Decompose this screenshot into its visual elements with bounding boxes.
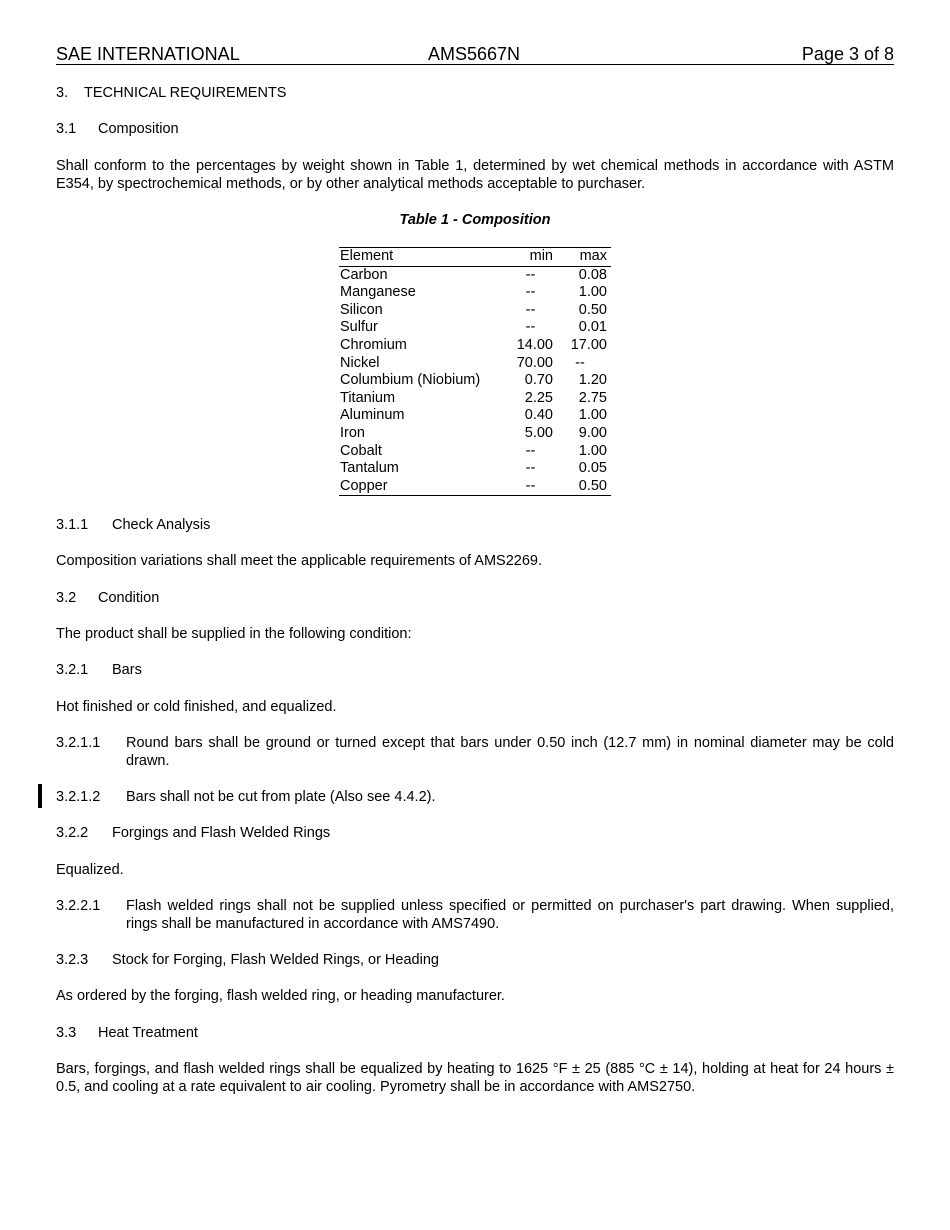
section-number: 3.2.1 xyxy=(56,662,89,678)
section-3-2-2-1 xyxy=(56,897,894,933)
header-document-number: AMS5667N xyxy=(428,44,521,64)
composition-table xyxy=(339,247,611,496)
section-text: Bars shall not be cut from plate (Also see 4.4.2). xyxy=(126,789,436,805)
table-row xyxy=(339,284,611,302)
section-3-2-text: The product shall be supplied in the following condition: xyxy=(56,626,412,642)
header-page-number: Page 3 of 8 xyxy=(801,44,894,64)
section-text: Flash welded rings shall not be supplied unless specified or permitted on purchaser's part drawing. When supplied, rings shall be manufactured in accordance with AMS7490. xyxy=(126,898,894,932)
section-title: Bars xyxy=(112,662,142,678)
section-title: Composition xyxy=(98,121,179,137)
cell-element: Nickel xyxy=(340,354,380,371)
cell-max: 17.00 xyxy=(570,336,607,353)
section-title: Condition xyxy=(98,590,160,606)
cell-element: Cobalt xyxy=(340,442,382,459)
table-row xyxy=(339,443,611,461)
section-3-2-heading xyxy=(56,589,159,607)
table-row xyxy=(339,267,611,285)
header-min: min xyxy=(529,248,553,264)
table-body xyxy=(339,267,611,496)
cell-element: Copper xyxy=(340,477,388,494)
section-number: 3.3 xyxy=(56,1025,77,1041)
cell-max: 0.50 xyxy=(578,477,607,494)
section-number: 3.1 xyxy=(56,121,77,137)
section-number: 3.2.1.1 xyxy=(56,735,101,751)
table-row xyxy=(339,425,611,443)
header-max: max xyxy=(579,248,607,264)
header-element: Element xyxy=(340,248,394,264)
cell-min: -- xyxy=(525,284,536,301)
cell-element: Chromium xyxy=(340,336,407,353)
section-3-2-1-text: Hot finished or cold finished, and equalized. xyxy=(56,699,337,715)
revision-change-bar xyxy=(38,784,42,808)
section-number: 3.2.2 xyxy=(56,825,89,841)
cell-element: Sulfur xyxy=(340,319,378,336)
section-title: Heat Treatment xyxy=(98,1025,198,1041)
cell-min: -- xyxy=(525,266,536,283)
cell-min: 70.00 xyxy=(516,354,553,371)
cell-max: 1.20 xyxy=(578,372,607,389)
cell-max: 1.00 xyxy=(578,442,607,459)
section-3-1-1-heading xyxy=(56,516,210,534)
cell-element: Silicon xyxy=(340,301,383,318)
cell-element: Aluminum xyxy=(340,407,405,424)
section-3-2-3-heading xyxy=(56,951,439,969)
section-3-2-1-2 xyxy=(56,788,894,806)
section-title: Forgings and Flash Welded Rings xyxy=(112,825,331,841)
section-3-2-2-text: Equalized. xyxy=(56,862,124,878)
cell-min: -- xyxy=(525,301,536,318)
section-title: Stock for Forging, Flash Welded Rings, or Heading xyxy=(112,952,439,968)
page-header xyxy=(56,44,894,65)
cell-max: 0.05 xyxy=(578,460,607,477)
section-3-heading xyxy=(56,84,286,102)
section-number: 3.2.2.1 xyxy=(56,898,101,914)
cell-min: -- xyxy=(525,460,536,477)
section-number: 3. xyxy=(56,85,69,101)
section-number: 3.2.3 xyxy=(56,952,89,968)
section-3-2-1-heading xyxy=(56,661,142,679)
table-row xyxy=(339,478,611,496)
cell-element: Titanium xyxy=(340,389,396,406)
cell-min: -- xyxy=(525,319,536,336)
section-text: Round bars shall be ground or turned except that bars under 0.50 inch (12.7 mm) in nominal diameter may be cold drawn. xyxy=(126,735,894,769)
table-row xyxy=(339,337,611,355)
cell-max: 2.75 xyxy=(578,389,607,406)
section-number: 3.1.1 xyxy=(56,517,89,533)
section-3-1-text: Shall conform to the percentages by weight shown in Table 1, determined by wet chemical methods in accordance with ASTM E354, by spectrochemical methods, or by other analytical methods acceptable to purchaser. xyxy=(56,158,894,192)
cell-max: 0.08 xyxy=(578,266,607,283)
section-number: 3.2.1.2 xyxy=(56,789,101,805)
section-3-3-heading xyxy=(56,1024,198,1042)
cell-min: 0.70 xyxy=(524,372,553,389)
section-3-2-2-heading xyxy=(56,824,330,842)
cell-max: 0.50 xyxy=(578,301,607,318)
table-row xyxy=(339,302,611,320)
table-row xyxy=(339,460,611,478)
section-title: Check Analysis xyxy=(112,517,211,533)
section-title: TECHNICAL REQUIREMENTS xyxy=(84,85,287,101)
table-row xyxy=(339,355,611,373)
section-3-1-1-text: Composition variations shall meet the applicable requirements of AMS2269. xyxy=(56,553,543,569)
cell-min: 5.00 xyxy=(524,424,553,441)
table-header-row xyxy=(339,248,611,267)
table-row xyxy=(339,407,611,425)
cell-max: 1.00 xyxy=(578,284,607,301)
cell-min: 0.40 xyxy=(524,407,553,424)
cell-min: 14.00 xyxy=(516,336,553,353)
cell-element: Columbium (Niobium) xyxy=(340,372,481,389)
section-3-1-heading xyxy=(56,120,179,138)
cell-element: Manganese xyxy=(340,284,416,301)
header-organization: SAE INTERNATIONAL xyxy=(56,44,240,64)
section-3-3-text: Bars, forgings, and flash welded rings shall be equalized by heating to 1625 °F ± 25 (885 °C ± 14), holding at heat for 24 hours ± 0.5, and cooling at a rate equivalent to air cooling. Pyrometry shall be in accordance with AMS2750. xyxy=(56,1061,894,1095)
cell-max: 1.00 xyxy=(578,407,607,424)
document-page xyxy=(56,0,894,1230)
table-1-title: Table 1 - Composition xyxy=(399,212,551,228)
cell-min: 2.25 xyxy=(524,389,553,406)
cell-element: Iron xyxy=(340,424,365,441)
cell-element: Tantalum xyxy=(340,460,399,477)
cell-max: 0.01 xyxy=(578,319,607,336)
cell-max: 9.00 xyxy=(578,424,607,441)
table-row xyxy=(339,319,611,337)
section-number: 3.2 xyxy=(56,590,77,606)
section-3-2-3-text: As ordered by the forging, flash welded ring, or heading manufacturer. xyxy=(56,988,505,1004)
cell-max: -- xyxy=(575,354,585,371)
cell-min: -- xyxy=(525,442,536,459)
table-row xyxy=(339,390,611,408)
cell-min: -- xyxy=(525,477,536,494)
table-row xyxy=(339,372,611,390)
section-3-2-1-1 xyxy=(56,734,894,770)
cell-element: Carbon xyxy=(340,266,388,283)
